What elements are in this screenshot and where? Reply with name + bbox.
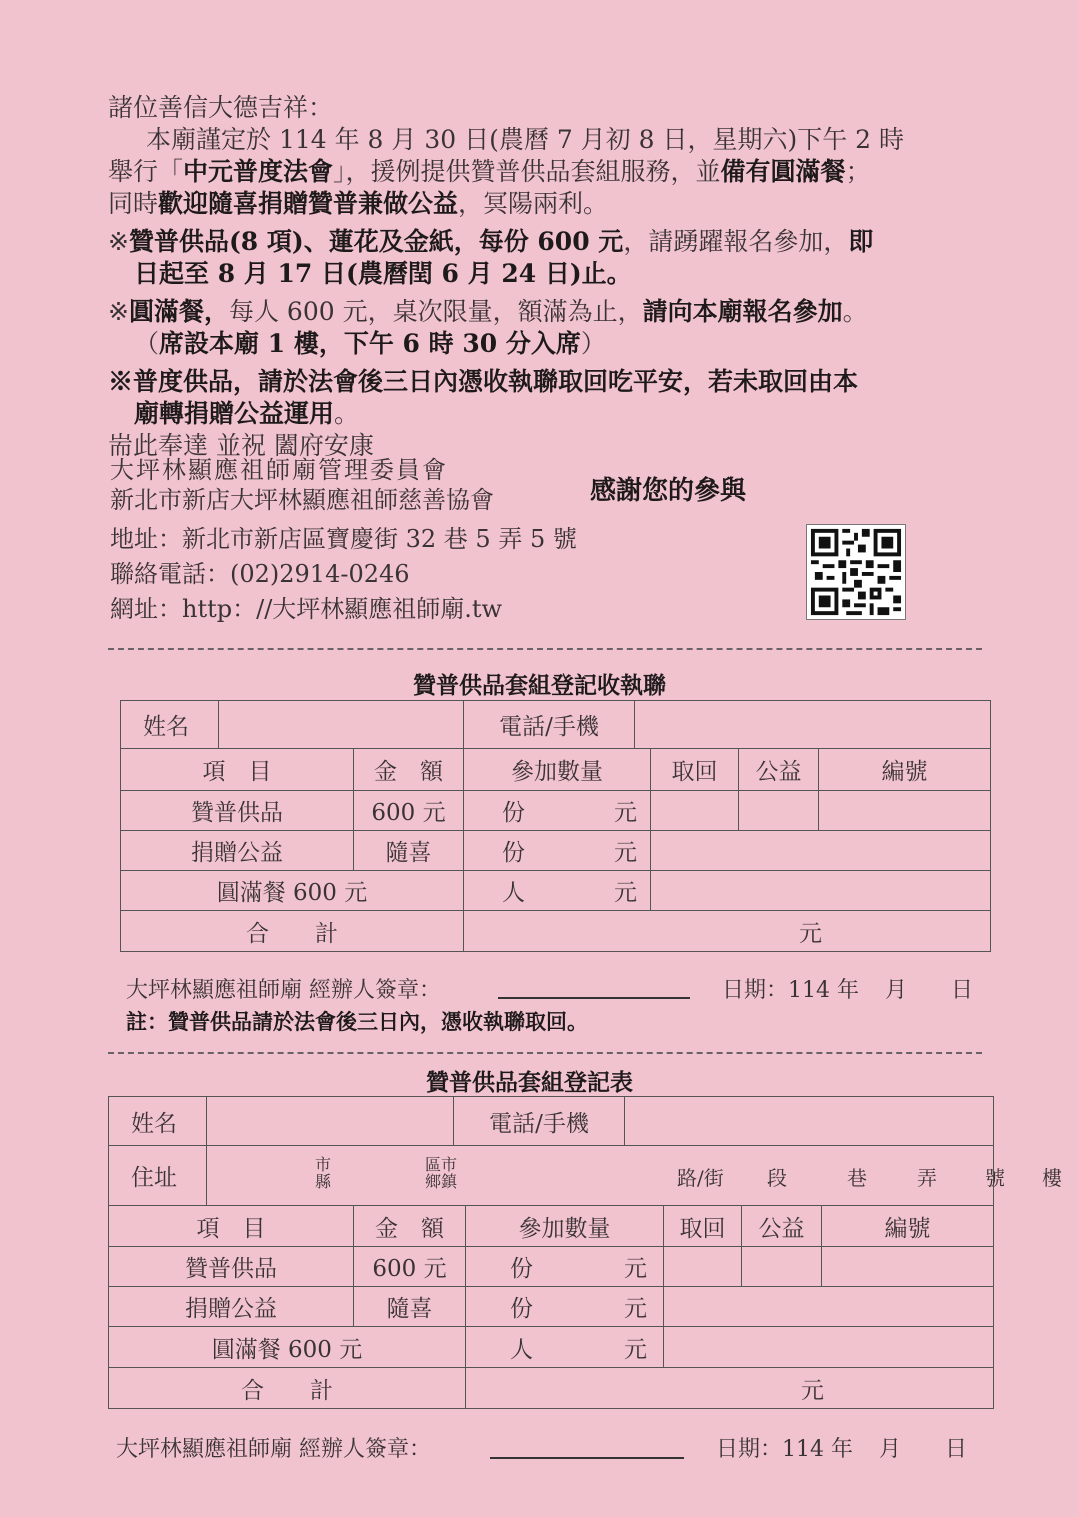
total-label: 合 計 [121,911,464,951]
col-qty: 參加數量 [464,749,651,791]
row-donation-blank [651,831,990,871]
col-pickup: 取回 [651,749,739,791]
banquet-seating: （席設本廟 1 樓，下午 6 時 30 分入席） [134,329,606,358]
col-charity-2: 公益 [742,1206,822,1247]
address-label: 住址 [109,1146,207,1206]
row-banquet-qty-2[interactable]: 人 元 [466,1327,664,1368]
event-date-line: 本廟謹定於 114 年 8 月 30 日(農曆 7 月初 8 日，星期六)下午 2 時 [146,125,905,154]
event-line-2: 舉行「中元普度法會」，援例提供贊普供品套組服務，並備有圓滿餐； [108,157,871,186]
address-field[interactable]: 市 縣 區市 鄉鎮 路/街 段 巷 弄 號 樓 [207,1146,993,1206]
row-banquet-blank [651,871,990,911]
notice-letter [108,92,988,462]
phone-field-2[interactable] [625,1097,993,1146]
phone-label-2: 電話/手機 [454,1097,625,1146]
row-donation-qty[interactable]: 份 元 [464,831,651,871]
phone-label: 電話/手機 [464,701,635,749]
row-banquet-qty[interactable]: 人 元 [464,871,651,911]
col-item-2: 項 目 [109,1206,354,1247]
row-offering-item-2: 贊普供品 [109,1247,354,1287]
row-offering-charity-2[interactable] [742,1247,822,1287]
row-banquet-item-2: 圓滿餐 600 元 [109,1327,466,1368]
row-donation-qty-2[interactable]: 份 元 [466,1287,664,1327]
row-offering-qty[interactable]: 份 元 [464,791,651,831]
phone-text: 聯絡電話：(02)2914-0246 [110,560,410,588]
website-link[interactable]: 網址：http：//大坪林顯應祖師廟.tw [110,595,503,623]
pickup-reminder: 註：贊普供品請於法會後三日內，憑收執聯取回。 [126,1009,588,1034]
thanks-text: 感謝您的參與 [590,476,747,506]
row-offering-amount: 600 元 [354,791,464,831]
row-offering-qty-2[interactable]: 份 元 [466,1247,664,1287]
row-donation-blank-2 [664,1287,993,1327]
pickup-note-2: 廟轉捐贈公益運用。 [134,399,360,428]
name-field[interactable] [219,701,464,749]
offering-deadline: 日起至 8 月 17 日(農曆閏 6 月 24 日)止。 [134,259,632,288]
pickup-note: ※普度供品，請於法會後三日內憑收執聯取回吃平安，若未取回由本 [108,367,859,396]
organizer-2: 新北市新店大坪林顯應祖師慈善協會 [110,486,494,514]
col-pickup-2: 取回 [664,1206,742,1247]
closing: 耑此奉達 並祝 闔府安康 [108,431,374,460]
cut-line-1 [108,648,982,650]
phone-field[interactable] [635,701,990,749]
total-label-2: 合 計 [109,1368,466,1408]
row-banquet-blank-2 [664,1327,993,1368]
qr-code-image [806,524,906,620]
row-donation-item-2: 捐贈公益 [109,1287,354,1327]
date-label-2: 日期：114 年 月 日 [716,1437,968,1462]
row-offering-charity[interactable] [739,791,819,831]
row-donation-amount: 隨喜 [354,831,464,871]
signature-field-2[interactable] [490,1457,684,1459]
receipt-title: 贊普供品套組登記收執聯 [413,672,666,699]
offering-note: ※贊普供品(8 項)、蓮花及金紙，每份 600 元，請踴躍報名參加，即 [108,227,874,256]
row-offering-item: 贊普供品 [121,791,354,831]
row-donation-item: 捐贈公益 [121,831,354,871]
row-offering-number-2[interactable] [822,1247,993,1287]
row-donation-amount-2: 隨喜 [354,1287,466,1327]
name-label-2: 姓名 [109,1097,207,1146]
row-offering-number[interactable] [819,791,990,831]
col-amount-2: 金 額 [354,1206,466,1247]
signature-label-2: 大坪林顯應祖師廟 經辦人簽章： [116,1437,431,1462]
row-offering-pickup-2[interactable] [664,1247,742,1287]
col-item: 項 目 [121,749,354,791]
total-field-2[interactable]: 元 [801,1377,824,1404]
col-qty-2: 參加數量 [466,1206,664,1247]
name-label: 姓名 [121,701,219,749]
row-banquet-item: 圓滿餐 600 元 [121,871,464,911]
greeting: 諸位善信大德吉祥： [108,93,334,122]
registration-title: 贊普供品套組登記表 [426,1069,633,1096]
signature-field-1[interactable] [498,997,690,999]
address-text: 地址：新北市新店區寶慶街 32 巷 5 弄 5 號 [110,525,577,553]
date-label-1: 日期：114 年 月 日 [722,978,974,1003]
row-offering-pickup[interactable] [651,791,739,831]
receipt-form [120,700,991,952]
qr-code-icon [807,525,905,619]
name-field-2[interactable] [207,1097,454,1146]
registration-form [108,1096,1062,1409]
banquet-note: ※圓滿餐，每人 600 元，桌次限量，額滿為止，請向本廟報名參加。 [108,297,868,326]
event-line-3: 同時歡迎隨喜捐贈贊普兼做公益，冥陽兩利。 [108,189,609,218]
total-field[interactable]: 元 [799,920,822,947]
col-amount: 金 額 [354,749,464,791]
col-number: 編號 [819,749,990,791]
row-offering-amount-2: 600 元 [354,1247,466,1287]
col-number-2: 編號 [822,1206,993,1247]
organizer-1: 大坪林顯應祖師廟管理委員會 [110,456,448,484]
cut-line-2 [108,1052,982,1054]
col-charity: 公益 [739,749,819,791]
organizer-block [110,455,494,515]
signature-label-1: 大坪林顯應祖師廟 經辦人簽章： [126,978,441,1003]
contact-block [110,522,577,627]
